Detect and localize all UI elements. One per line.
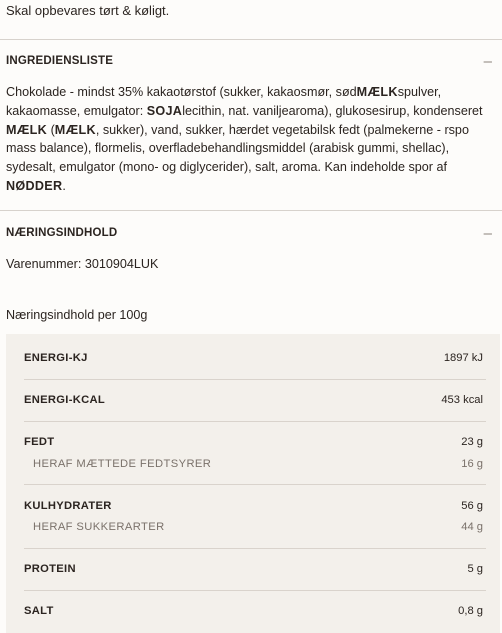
item-number: Varenummer: 3010904LUK (6, 257, 159, 271)
ingredients-title: INGREDIENSLISTE (6, 55, 114, 67)
ingredient-text: spulver, kakaomasse, emulgator: (6, 85, 442, 118)
nutrient-value: 56 g (461, 500, 483, 512)
ingredient-text: ( (47, 122, 55, 137)
nutrition-per-100g-label: Næringsindhold per 100g (6, 308, 148, 322)
allergen-text: SOJA (146, 103, 183, 118)
collapse-icon[interactable]: – (483, 224, 492, 242)
nutrition-table (6, 334, 500, 633)
row-divider (24, 379, 486, 380)
nutrient-value: 23 g (461, 436, 483, 448)
storage-instructions: Skal opbevares tørt & køligt. (6, 3, 170, 18)
nutrient-value: 5 g (467, 563, 483, 575)
nutrient-sublabel: HERAF MÆTTEDE FEDTSYRER (33, 458, 212, 470)
ingredients-text (6, 83, 498, 196)
allergen-text: MÆLK (54, 122, 96, 137)
nutrient-label: KULHYDRATER (24, 500, 112, 512)
nutrient-subvalue: 16 g (461, 458, 483, 470)
row-divider (24, 421, 486, 422)
nutrient-label: ENERGI-KJ (24, 352, 88, 364)
ingredient-text: lecithin, nat. vaniljearoma), glukosesirup, kondenseret (182, 103, 483, 118)
nutrient-value: 453 kcal (441, 394, 483, 406)
ingredient-text: Chokolade - mindst 35% kakaotørstof (sukker, kakaosmør, sød (6, 85, 357, 99)
nutrient-label: PROTEIN (24, 563, 76, 575)
row-divider (24, 548, 486, 549)
allergen-text: NØDDER (6, 178, 63, 193)
nutrition-title: NÆRINGSINDHOLD (6, 227, 118, 239)
row-divider (24, 484, 486, 485)
nutrient-label: SALT (24, 605, 54, 617)
nutrient-value: 1897 kJ (443, 352, 483, 364)
ingredients-section-header[interactable] (6, 52, 492, 70)
nutrient-value: 0,8 g (458, 605, 483, 617)
collapse-icon[interactable]: – (483, 52, 492, 70)
nutrient-sublabel: HERAF SUKKERARTER (33, 521, 165, 533)
allergen-text: MÆLK (6, 122, 48, 137)
allergen-text: MÆLK (356, 85, 398, 99)
nutrient-subvalue: 44 g (461, 521, 483, 533)
nutrient-label: ENERGI-KCAL (24, 394, 105, 406)
row-divider (24, 590, 486, 591)
divider (0, 210, 502, 211)
nutrient-label: FEDT (24, 436, 55, 448)
ingredient-text: . (62, 178, 66, 193)
nutrition-section-header[interactable] (6, 224, 492, 242)
ingredient-text: , sukker), vand, sukker, hærdet vegetabilsk fedt (palmekerne - rspo mass balance), flormelis, overfladebehandlingsmiddel (arabisk gummi, shellac), sydesalt, emulgator (mono- og diglycerider), salt, aroma. Kan indeholde spor af (6, 122, 469, 175)
divider (0, 39, 502, 40)
